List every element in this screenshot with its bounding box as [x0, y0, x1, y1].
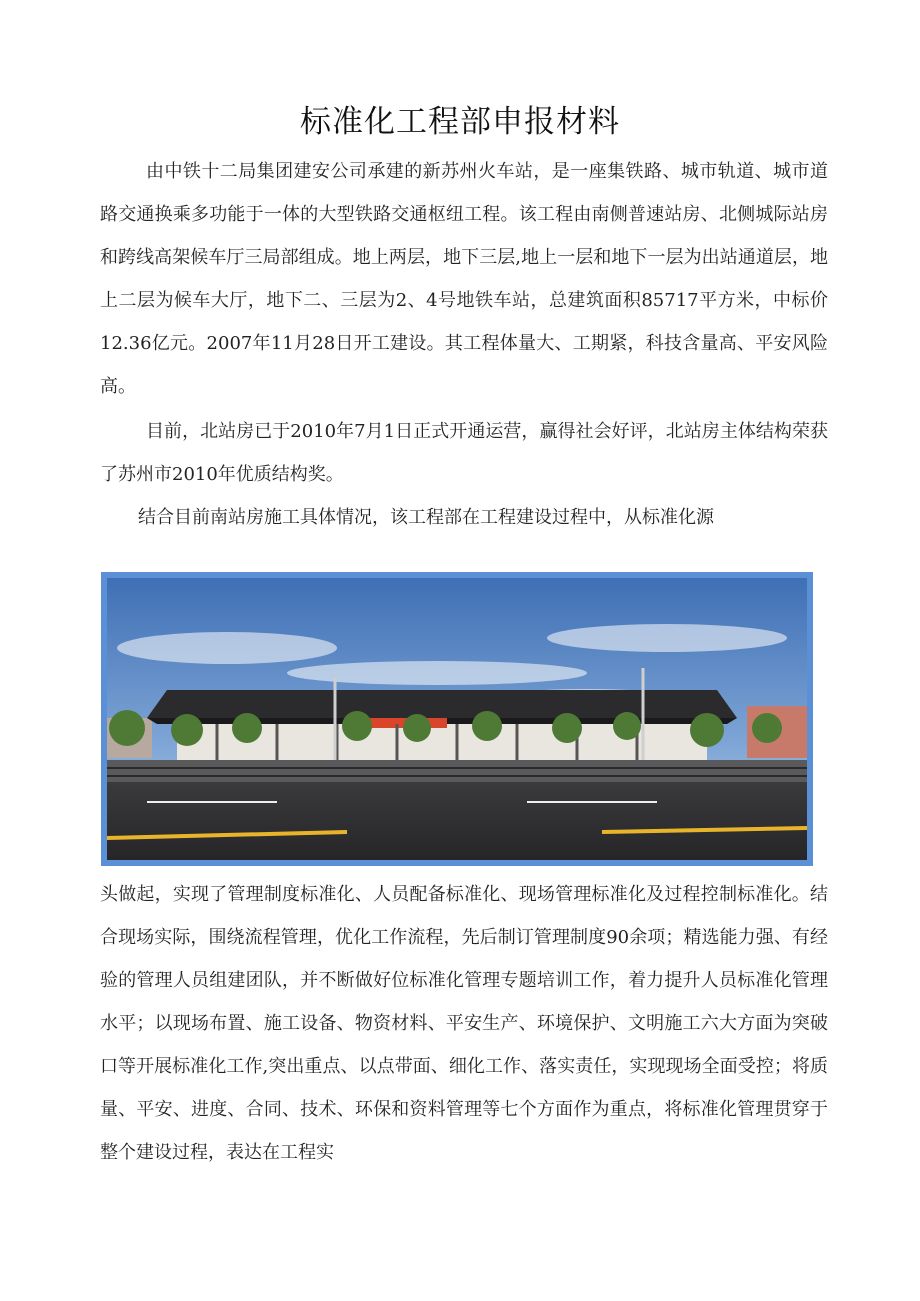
station-photo-image	[107, 578, 807, 860]
paragraph-project-overview: 由中铁十二局集团建安公司承建的新苏州火车站，是一座集铁路、城市轨道、城市道路交通换乘多功能于一体的大型铁路交通枢纽工程。该工程由南侧普速站房、北侧城际站房和跨线高架候车厅三局部组成。地上两层，地下三层,地上一层和地下一层为出站通道层，地上二层为候车大厅，地下二、三层为2、4号地铁车站，总建筑面积85717平方米，中标价12.36亿元。2007年11月28日开工建设。其工程体量大、工期紧，科技含量高、平安风险高。	[100, 161, 828, 397]
document-title: 标准化工程部申报材料	[300, 104, 620, 140]
lane-line-white	[147, 801, 277, 803]
road	[107, 782, 807, 860]
station-roof	[147, 690, 737, 718]
paragraph-standardization-measures: 头做起，实现了管理制度标准化、人员配备标准化、现场管理标准化及过程控制标准化。结合现场实际，围绕流程管理，优化工作流程，先后制订管理制度90余项；精选能力强、有经验的管理人员组建团队，并不断做好位标准化管理专题培训工作，着力提升人员标准化管理水平；以现场布置、施工设备、物资材料、平安生产、环境保护、文明施工六大方面为突破口等开展标准化工作,突出重点、以点带面、细化工作、落实责任，实现现场全面受控；将质量、平安、进度、合同、技术、环保和资料管理等七个方面作为重点，将标准化管理贯穿于整个建设过程，表达在工程实	[100, 884, 828, 1163]
paragraph-standardization-intro: 结合目前南站房施工具体情况，该工程部在工程建设过程中，从标准化源	[138, 507, 714, 528]
station-photo	[101, 572, 813, 866]
road-railing	[107, 760, 807, 782]
paragraph-current-status: 目前，北站房已于2010年7月1日正式开通运营，赢得社会好评，北站房主体结构荣获了苏州市2010年优质结构奖。	[100, 421, 828, 485]
